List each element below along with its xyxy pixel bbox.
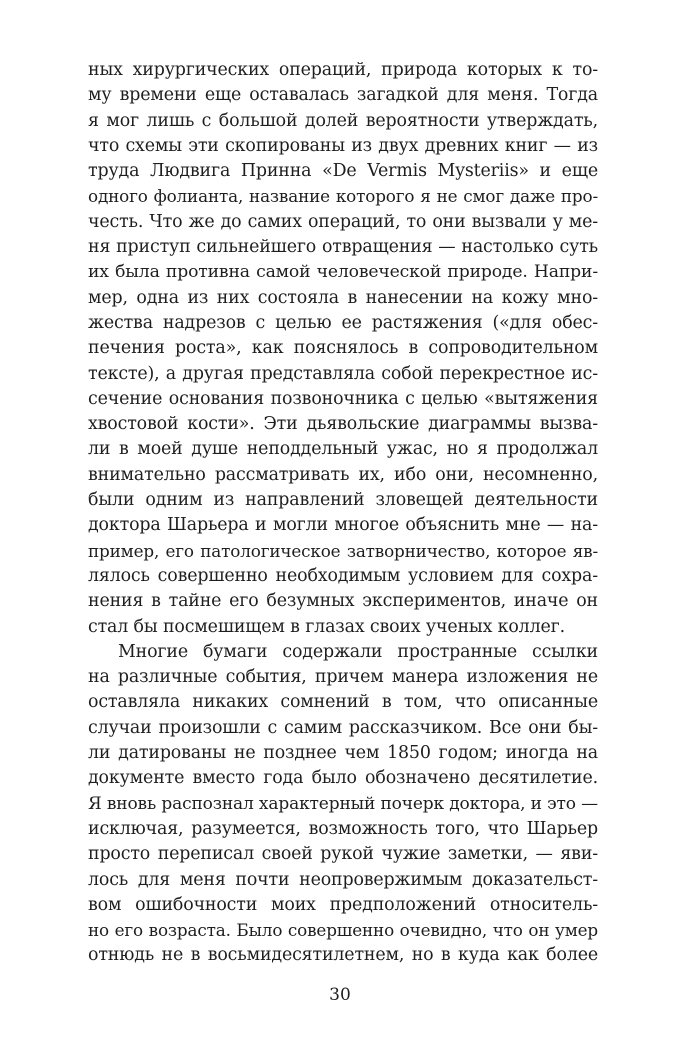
text-line: Многие бумаги содержали пространные ссылки: [118, 641, 598, 662]
text-line: отнюдь не в восьмидесятилетнем, но в куда как более: [88, 945, 598, 966]
text-line: му времени еще оставалась загадкой для меня. Тогда: [88, 85, 598, 106]
text-line: жества надрезов с целью ее растяжения («для обес-: [88, 312, 598, 333]
text-line: труда Людвига Принна «De Vermis Mysteriis» и еще: [88, 161, 598, 182]
text-line: что схемы эти скопированы из двух древних книг — из: [88, 135, 598, 156]
text-line: исключая, разумеется, возможность того, что Шарьер: [88, 818, 598, 839]
text-line: ли датированы не позднее чем 1850 годом; иногда на: [88, 743, 598, 764]
page-text-block: [88, 58, 598, 969]
text-line: документе вместо года было обозначено десятилетие.: [88, 768, 598, 789]
text-line: на различные события, причем манера изложения не: [88, 667, 598, 688]
text-line: стал бы посмешищем в глазах своих ученых коллег.: [88, 616, 565, 637]
text-line: их была противна самой человеческой природе. Напри-: [88, 262, 598, 283]
text-line: ных хирургических операций, природа которых к то-: [88, 60, 598, 80]
text-line: сечение основания позвоночника с целью «вытяжения: [88, 388, 598, 409]
text-line: хвостовой кости». Эти дьявольские диаграммы вызва-: [88, 414, 598, 435]
text-line: мер, одна из них состояла в нанесении на кожу мно-: [88, 287, 598, 308]
text-line: лялось совершенно необходимым условием для сохра-: [88, 565, 598, 586]
text-line: внимательно рассматривать их, ибо они, несомненно,: [88, 464, 598, 485]
text-line: случаи произошли с самим рассказчиком. Все они бы-: [88, 717, 598, 738]
text-line: одного фолианта, название которого я не смог даже про-: [88, 186, 598, 207]
text-line: пример, его патологическое затворничество, которое яв-: [88, 540, 598, 561]
text-line: просто переписал своей рукой чужие заметки, — яви-: [88, 844, 598, 865]
text-line: Я вновь распознал характерный почерк доктора, и это —: [88, 793, 598, 814]
text-line: тексте), а другая представляла собой перекрестное ис-: [88, 363, 598, 384]
page-number: 30: [329, 985, 351, 1005]
text-line: вом ошибочности моих предположений относитель-: [88, 894, 598, 915]
text-line: доктора Шарьера и могли многое объяснить мне — на-: [88, 515, 598, 536]
text-line: честь. Что же до самих операций, то они вызвали у ме-: [88, 211, 598, 232]
text-line: оставляла никаких сомнений в том, что описанные: [88, 692, 598, 713]
text-line: ня приступ сильнейшего отвращения — настолько суть: [88, 237, 598, 258]
text-line: печения роста», как пояснялось в сопроводительном: [88, 338, 598, 359]
text-line: лось для меня почти неопровержимым доказательст-: [88, 869, 598, 890]
text-line: нения в тайне его безумных экспериментов, иначе он: [88, 591, 598, 612]
text-line: ли в моей душе неподдельный ужас, но я продолжал: [88, 439, 598, 460]
text-line: я мог лишь с большой долей вероятности утверждать,: [88, 110, 598, 131]
text-line: но его возраста. Было совершенно очевидно, что он умер: [88, 920, 598, 941]
text-line: были одним из направлений зловещей деятельности: [88, 490, 598, 511]
